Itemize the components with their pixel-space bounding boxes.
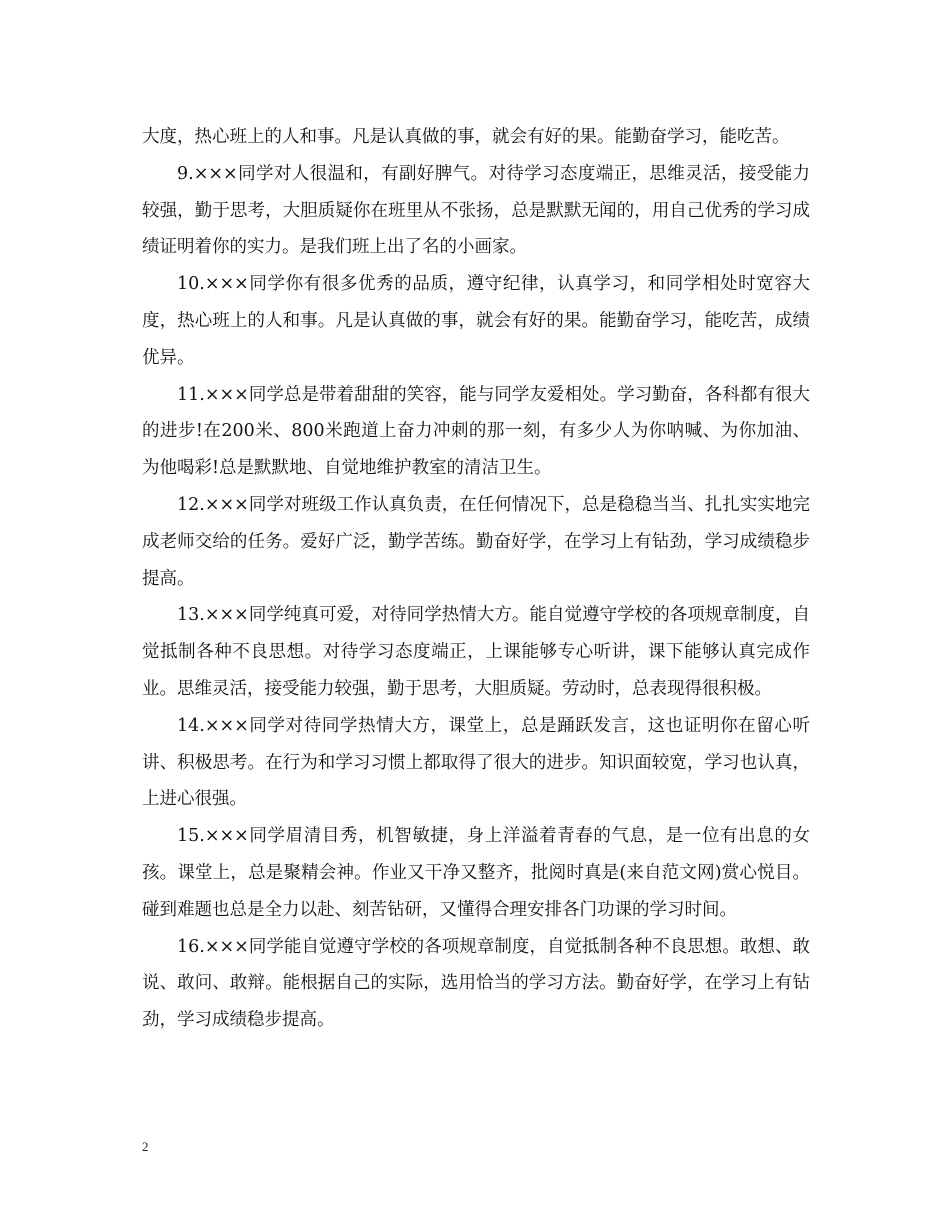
paragraph-item-10: 10.×××同学你有很多优秀的品质，遵守纪律，认真学习，和同学相处时宽容大度，热心班上的人和事。凡是认真做的事，就会有好的果。能勤奋学习，能吃苦，成绩优异。 [142, 274, 810, 368]
paragraph-item-9: 9.×××同学对人很温和，有副好脾气。对待学习态度端正，思维灵活，接受能力较强，勤于思考，大胆质疑你在班里从不张扬，总是默默无闻的，用自己优秀的学习成绩证明着你的实力。是我们班上出了名的小画家。 [142, 163, 810, 258]
paragraph-item-12: 12.×××同学对班级工作认真负责，在任何情况下，总是稳稳当当、扎扎实实地完成老师交给的任务。爱好广泛，勤学苦练。勤奋好学，在学习上有钻劲，学习成绩稳步提高。 [142, 494, 810, 589]
paragraph-continuation: 大度，热心班上的人和事。凡是认真做的事，就会有好的果。能勤奋学习，能吃苦。 [142, 127, 790, 147]
paragraph-item-13: 13.×××同学纯真可爱，对待同学热情大方。能自觉遵守学校的各项规章制度，自觉抵制各种不良思想。对待学习态度端正，上课能够专心听讲，课下能够认真完成作业。思维灵活，接受能力较强，勤于思考，大胆质疑。劳动时，总表现得很积极。 [142, 605, 810, 699]
paragraph-item-11: 11.×××同学总是带着甜甜的笑容，能与同学友爱相处。学习勤奋，各科都有很大的进步!在200米、800米跑道上奋力冲刺的那一刻，有多少人为你呐喊、为你加油、为他喝彩!总是默默地、自觉地维护教室的清洁卫生。 [142, 384, 810, 479]
document-body [142, 119, 810, 1039]
paragraph-item-15: 15.×××同学眉清目秀，机智敏捷，身上洋溢着青春的气息，是一位有出息的女孩。课堂上，总是聚精会神。作业又干净又整齐，批阅时真是(来自范文网)赏心悦目。碰到难题也总是全力以赴、刻苦钻研，又懂得合理安排各门功课的学习时间。 [142, 826, 810, 920]
page-number: 2 [142, 1139, 149, 1154]
paragraph-item-14: 14.×××同学对待同学热情大方，课堂上，总是踊跃发言，这也证明你在留心听讲、积极思考。在行为和学习习惯上都取得了很大的进步。知识面较宽，学习也认真，上进心很强。 [142, 715, 810, 810]
paragraph-item-16: 16.×××同学能自觉遵守学校的各项规章制度，自觉抵制各种不良思想。敢想、敢说、敢问、敢辩。能根据自己的实际，选用恰当的学习方法。勤奋好学，在学习上有钻劲，学习成绩稳步提高。 [142, 936, 810, 1031]
